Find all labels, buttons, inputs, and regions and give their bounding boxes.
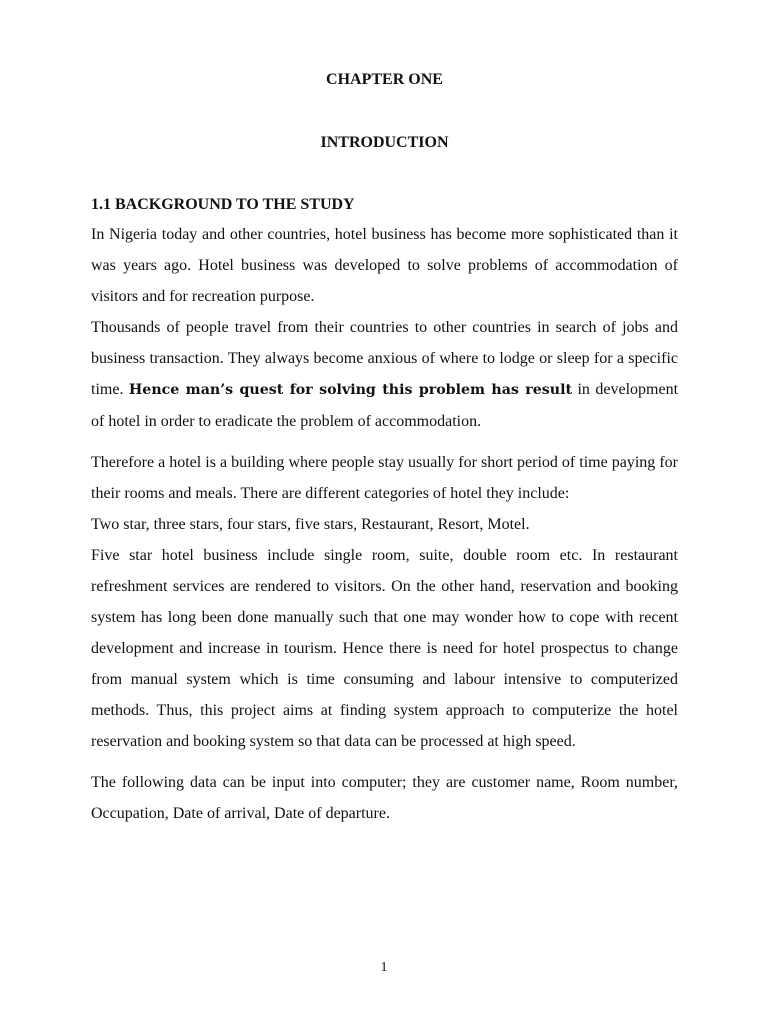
- section-heading: 1.1 BACKGROUND TO THE STUDY: [91, 196, 355, 213]
- paragraph-4: Two star, three stars, four stars, five stars, Restaurant, Resort, Motel.: [91, 516, 530, 533]
- paragraph-2-start: Thousands of people travel from their countries to other countries in search of jobs and business transaction. They always become anxious of where to lodge or sleep for a specific time.: [91, 319, 678, 398]
- paragraph-3: Therefore a hotel is a building where people stay usually for short period of time paying for their rooms and meals. There are different categories of hotel they include:: [91, 454, 678, 502]
- intro-title: INTRODUCTION: [320, 134, 449, 151]
- page-content: [91, 66, 678, 829]
- paragraph-2-bold: Hence man’s quest for solving this problem has result: [128, 382, 573, 398]
- paragraph-1: In Nigeria today and other countries, hotel business has become more sophisticated than it was years ago. Hotel business was developed to solve problems of accommodation of visitors and for recreation purpose.: [91, 226, 678, 305]
- page-number: 1: [380, 960, 388, 975]
- paragraph-2: [91, 312, 678, 437]
- paragraph-2-end: in development of hotel in order to eradicate the problem of accommodation.: [91, 381, 679, 430]
- chapter-title: CHAPTER ONE: [326, 71, 443, 88]
- paragraph-6: The following data can be input into computer; they are customer name, Room number, Occupation, Date of arrival, Date of departure.: [91, 774, 678, 822]
- paragraph-5: Five star hotel business include single room, suite, double room etc. In restaurant refreshment services are rendered to visitors. On the other hand, reservation and booking system has long been done manually such that one may wonder how to cope with recent development and increase in tourism. Hence there is need for hotel prospectus to change from manual system which is time consuming and labour intensive to computerized methods. Thus, this project aims at finding system approach to computerize the hotel reservation and booking system so that data can be processed at high speed.: [91, 547, 678, 750]
